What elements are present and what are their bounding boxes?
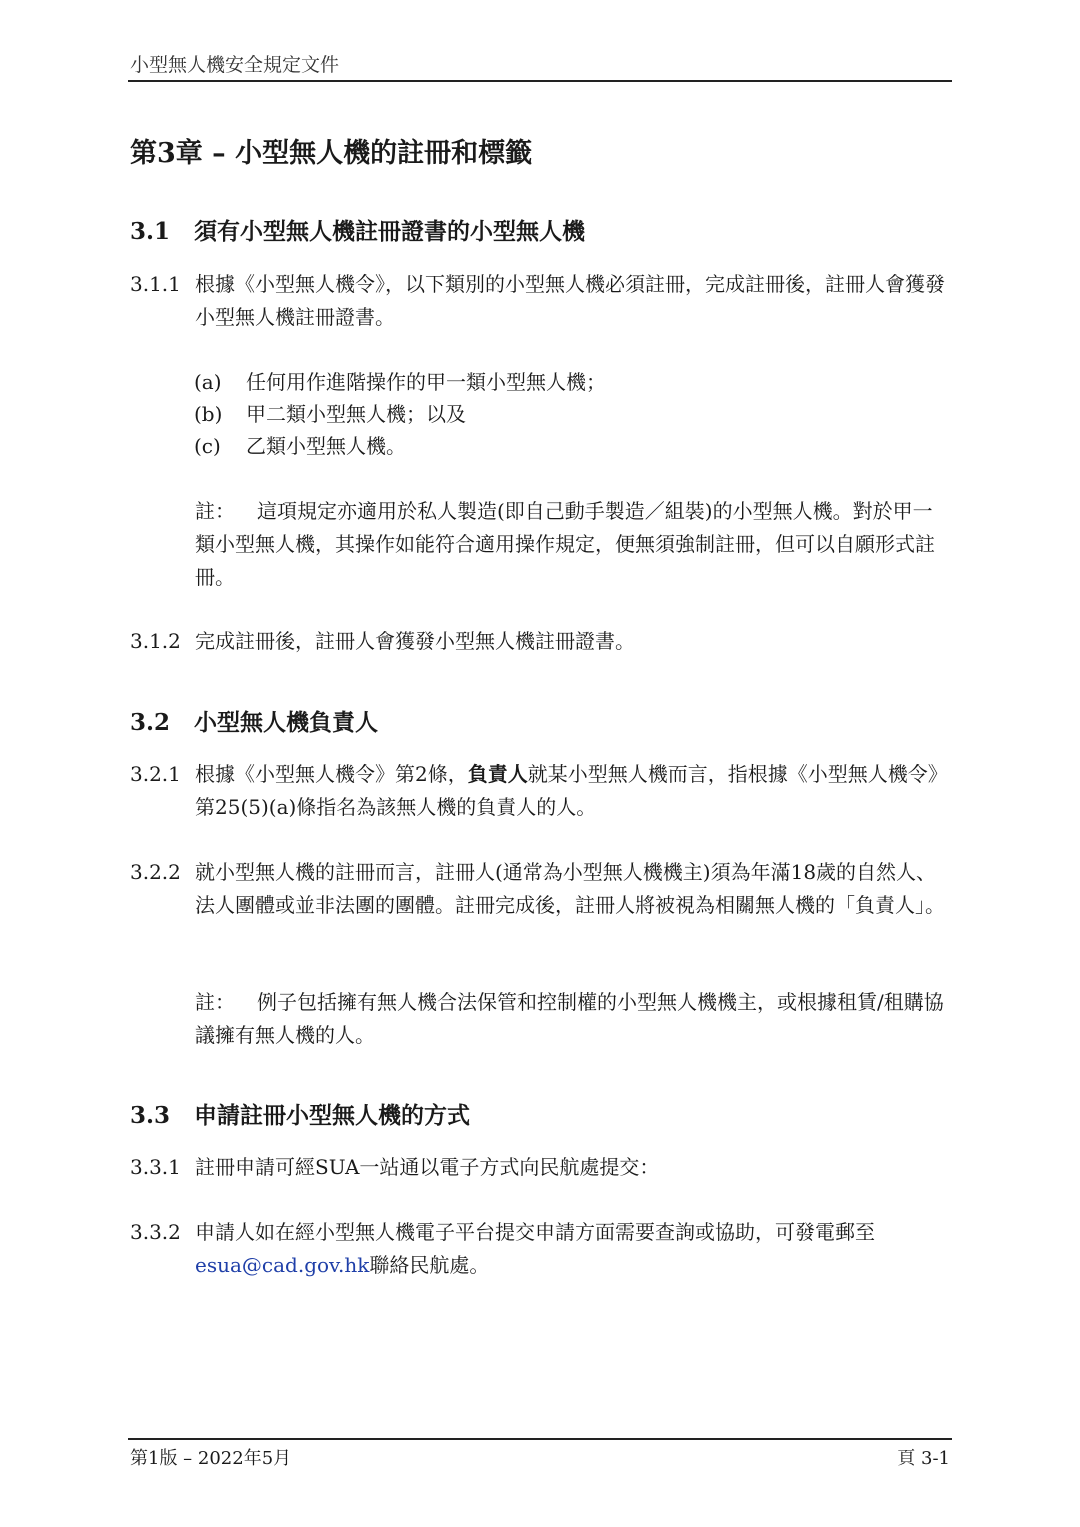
note-label: 註： [195, 990, 235, 1014]
note-label: 註： [195, 499, 235, 523]
header-divider [128, 80, 952, 82]
paragraph-number: 3.3.2 [130, 1220, 181, 1244]
list-item-b [194, 398, 466, 431]
footer-edition: 第1版 – 2022年5月 [130, 1448, 292, 1469]
section-title: 申請註冊小型無人機的方式 [194, 1102, 470, 1129]
note-text: 例子包括擁有無人機合法保管和控制權的小型無人機機主，或根據租賃/租購協議擁有無人機的人。 [195, 990, 944, 1047]
paragraph-number: 3.2.1 [130, 762, 181, 786]
section-number: 3.2 [130, 709, 171, 736]
paragraph-text-part: 根據《小型無人機令》第2條， [195, 762, 468, 786]
paragraph-text: 就小型無人機的註冊而言，註冊人(通常為小型無人機機主)須為年滿18歲的自然人、法人團體或並非法團的團體。註冊完成後，註冊人將被視為相關無人機的「負責人」。 [195, 860, 945, 917]
note-3-1-1 [195, 495, 952, 594]
email-link[interactable]: esua@cad.gov.hk [195, 1253, 370, 1277]
paragraph-text [195, 758, 952, 824]
paragraph-3-2-1 [130, 758, 952, 824]
list-label: (c) [194, 434, 221, 458]
defined-term: 負責人 [467, 762, 528, 786]
list-label: (a) [194, 370, 222, 394]
paragraph-3-2-2 [130, 856, 952, 922]
paragraph-3-1-2 [130, 625, 952, 658]
paragraph-number: 3.3.1 [130, 1155, 181, 1179]
paragraph-3-1-1 [130, 268, 952, 334]
note-text: 這項規定亦適用於私人製造(即自己動手製造／組裝)的小型無人機。對於甲一類小型無人機，其操作如能符合適用操作規定，便無須強制註冊，但可以自願形式註冊。 [195, 499, 935, 589]
paragraph-text: 完成註冊後，註冊人會獲發小型無人機註冊證書。 [195, 629, 635, 653]
list-text: 乙類小型無人機。 [246, 434, 406, 458]
footer-page-number: 頁 3-1 [897, 1448, 950, 1469]
section-number: 3.3 [130, 1102, 171, 1129]
list-text: 甲二類小型無人機；以及 [246, 402, 466, 426]
paragraph-text [195, 1216, 952, 1282]
section-number: 3.1 [130, 218, 171, 245]
paragraph-text-part: 聯絡民航處。 [369, 1253, 490, 1277]
footer-divider [128, 1438, 952, 1440]
section-title: 須有小型無人機註冊證書的小型無人機 [194, 218, 585, 245]
list-item-a [194, 366, 606, 399]
document-header-title: 小型無人機安全規定文件 [130, 54, 340, 76]
list-item-c [194, 430, 406, 463]
list-text: 任何用作進階操作的甲一類小型無人機； [246, 370, 606, 394]
section-heading-3-3 [130, 1097, 470, 1130]
note-3-2-2 [195, 986, 952, 1052]
section-heading-3-1 [130, 213, 585, 246]
chapter-title: 第3章 – 小型無人機的註冊和標籤 [130, 138, 533, 169]
paragraph-3-3-1 [130, 1151, 952, 1184]
paragraph-3-3-2 [130, 1216, 952, 1282]
paragraph-text: 註冊申請可經SUA一站通以電子方式向民航處提交： [195, 1155, 660, 1179]
paragraph-number: 3.2.2 [130, 860, 181, 884]
paragraph-text-part: 就某小型無人機而言，指根據《小型無人機令》第25(5)(a)條指名為該無人機的負責人的人。 [195, 762, 948, 819]
paragraph-number: 3.1.1 [130, 272, 181, 296]
section-heading-3-2 [130, 704, 378, 737]
paragraph-text: 根據《小型無人機令》，以下類別的小型無人機必須註冊，完成註冊後，註冊人會獲發小型無人機註冊證書。 [195, 272, 945, 329]
list-label: (b) [194, 402, 223, 426]
paragraph-number: 3.1.2 [130, 629, 181, 653]
paragraph-text-part: 申請人如在經小型無人機電子平台提交申請方面需要查詢或協助，可發電郵至 [195, 1220, 875, 1244]
section-title: 小型無人機負責人 [194, 709, 378, 736]
